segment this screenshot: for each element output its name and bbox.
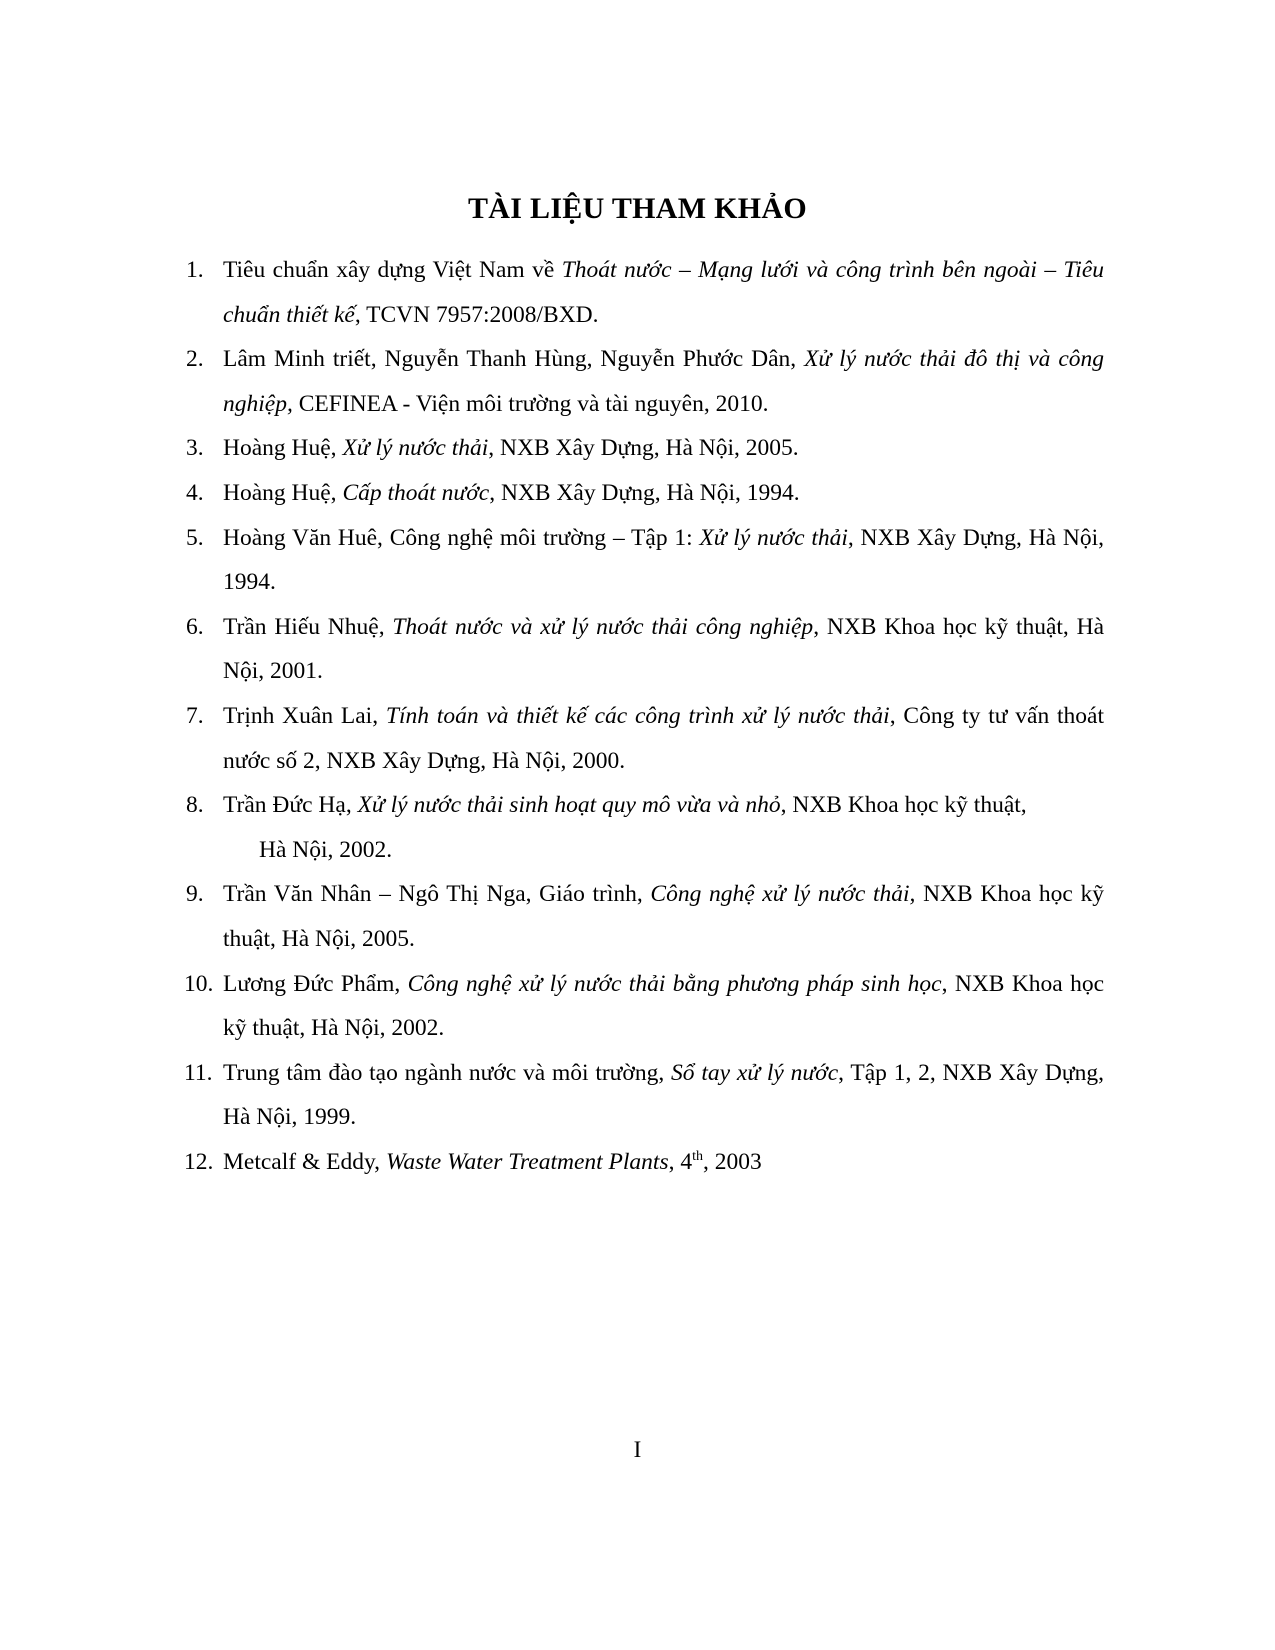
reference-title: Công nghệ xử lý nước thải, xyxy=(650,881,916,908)
reference-number: 9. xyxy=(186,881,204,908)
reference-item: 1. Tiêu chuẩn xây dựng Việt Nam về Thoát nước – Mạng lưới và công trình bên ngoài – Tiêu chuẩn thiết kế, TCVN 7957:2008/BXD. xyxy=(186,248,1104,337)
reference-title: Xử lý nước thải xyxy=(699,524,848,551)
reference-number: 3. xyxy=(186,435,204,462)
reference-number: 7. xyxy=(186,702,204,729)
reference-number: 11. xyxy=(184,1059,213,1086)
reference-title: Thoát nước và xử lý nước thải công nghiệp xyxy=(392,613,814,640)
reference-item: 10. Lương Đức Phẩm, Công nghệ xử lý nước thải bằng phương pháp sinh học, NXB Khoa học kỹ thuật, Hà Nội, 2002. xyxy=(186,962,1104,1051)
reference-number: 1. xyxy=(186,257,204,283)
reference-title: Waste Water Treatment Plants xyxy=(385,1148,669,1175)
reference-number: 8. xyxy=(186,792,204,819)
reference-title: Cấp thoát nước xyxy=(342,479,490,506)
reference-number: 12. xyxy=(184,1148,214,1175)
reference-item: 2. Lâm Minh triết, Nguyễn Thanh Hùng, Nguyễn Phước Dân, Xử lý nước thải đô thị và công nghiệp, CEFINEA - Viện môi trường và tài nguyên, 2010. xyxy=(186,337,1104,426)
reference-item: 7. Trịnh Xuân Lai, Tính toán và thiết kế các công trình xử lý nước thải, Công ty tư vấn thoát nước số 2, NXB Xây Dựng, Hà Nội, 2000. xyxy=(186,694,1104,783)
reference-item: 12. Metcalf & Eddy, Waste Water Treatment Plants, 4th, 2003 xyxy=(186,1140,1104,1185)
reference-title: Công nghệ xử lý nước thải bằng phương pháp sinh học xyxy=(407,970,942,997)
reference-title: Tính toán và thiết kế các công trình xử lý nước thải xyxy=(385,702,890,729)
reference-item: 8. Trần Đức Hạ, Xử lý nước thải sinh hoạt quy mô vừa và nhỏ, NXB Khoa học kỹ thuật, Hà Nội, 2002. xyxy=(186,783,1104,872)
page-number: I xyxy=(633,1437,642,1462)
reference-title: Thoát nước – Mạng lưới và công trình bên ngoài – Tiêu chuẩn thiết kế xyxy=(223,257,1104,328)
reference-title: Xử lý nước thải xyxy=(342,435,489,462)
reference-item: 3. Hoàng Huệ, Xử lý nước thải, NXB Xây Dựng, Hà Nội, 2005. xyxy=(186,426,1104,471)
reference-item: 11. Trung tâm đào tạo ngành nước và môi trường, Sổ tay xử lý nước, Tập 1, 2, NXB Xây Dựng, Hà Nội, 1999. xyxy=(186,1051,1104,1140)
reference-item: 5. Hoàng Văn Huê, Công nghệ môi trường – Tập 1: Xử lý nước thải, NXB Xây Dựng, Hà Nội, 1994. xyxy=(186,516,1104,605)
reference-title: Sổ tay xử lý nước xyxy=(671,1059,839,1086)
reference-item: 4. Hoàng Huệ, Cấp thoát nước, NXB Xây Dựng, Hà Nội, 1994. xyxy=(186,471,1104,516)
page-title: TÀI LIỆU THAM KHẢO xyxy=(467,192,808,225)
reference-number: 10. xyxy=(184,970,214,997)
reference-item: 9. Trần Văn Nhân – Ngô Thị Nga, Giáo trình, Công nghệ xử lý nước thải, NXB Khoa học kỹ thuật, Hà Nội, 2005. xyxy=(186,872,1104,961)
reference-title: Xử lý nước thải sinh hoạt quy mô vừa và nhỏ xyxy=(357,792,781,819)
reference-list xyxy=(186,248,1104,1184)
reference-number: 2. xyxy=(186,346,204,373)
reference-number: 5. xyxy=(186,524,204,551)
reference-title: Xử lý nước thải đô thị và công nghiệp, xyxy=(223,346,1104,417)
reference-number: 6. xyxy=(186,613,204,640)
reference-item: 6. Trần Hiếu Nhuệ, Thoát nước và xử lý nước thải công nghiệp, NXB Khoa học kỹ thuật, Hà Nội, 2001. xyxy=(186,605,1104,694)
reference-number: 4. xyxy=(186,479,204,506)
